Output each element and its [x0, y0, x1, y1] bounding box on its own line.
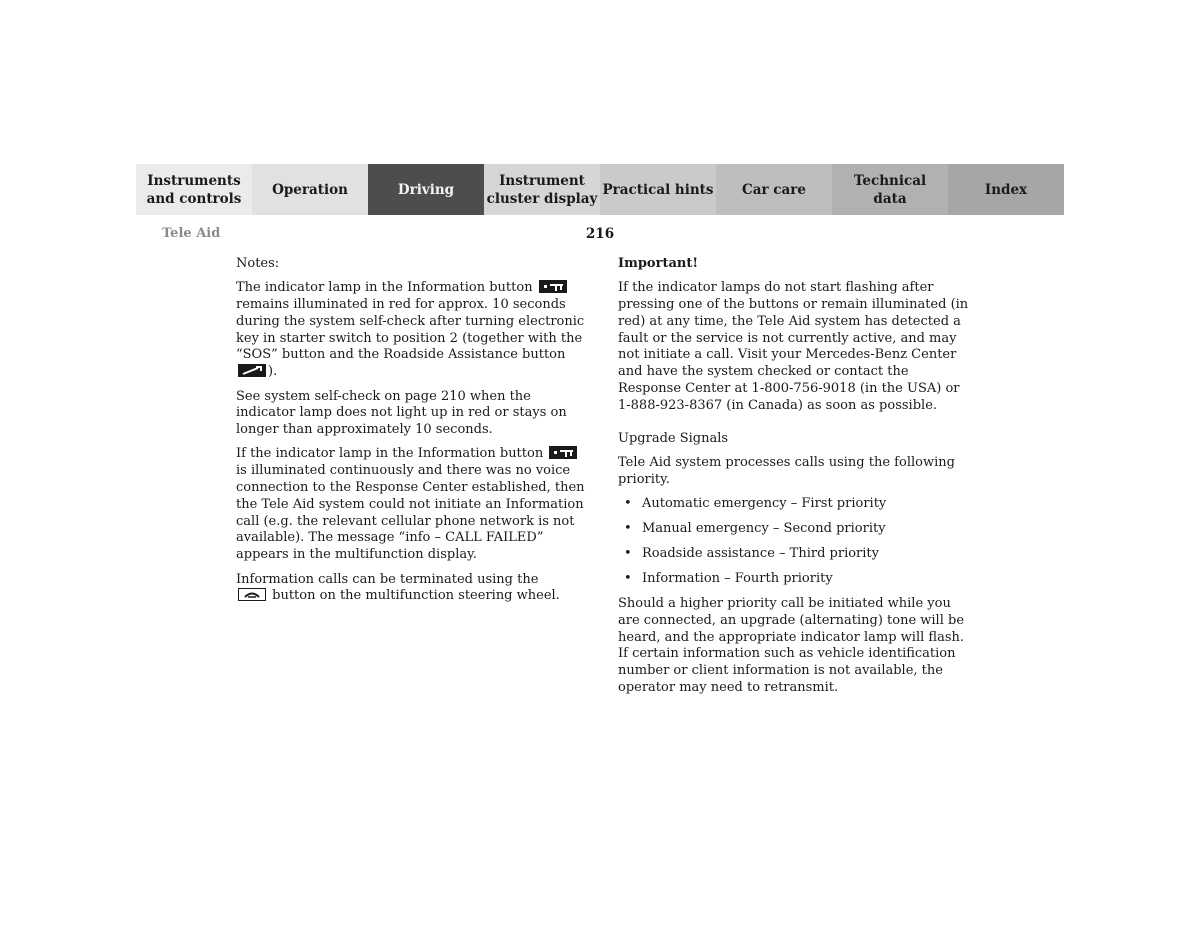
list-item: • Automatic emergency – First priority	[618, 496, 974, 513]
tab-instrument-cluster-display[interactable]: Instrument cluster display	[484, 164, 600, 215]
left-column	[236, 256, 588, 613]
end-call-phone-icon	[238, 588, 266, 601]
priority-list	[618, 496, 974, 588]
tab-practical-hints[interactable]: Practical hints	[600, 164, 716, 215]
tab-car-care[interactable]: Car care	[716, 164, 832, 215]
important-paragraph: If the indicator lamps do not start flashing after pressing one of the buttons or remain illuminated (in red) at any time, the Tele Aid system has detected a fault or the service is not currently active, and may not initiate a call. Visit your Mercedes-Benz Center and have the system checked or contact the Response Center at 1-800-756-9018 (in the USA) or 1-888-923-8367 (in Canada) as soon as possible.	[618, 280, 969, 413]
roadside-assistance-icon	[238, 364, 266, 377]
tab-operation[interactable]: Operation	[252, 164, 368, 215]
page-number: 216	[585, 226, 615, 242]
information-button-icon	[549, 446, 577, 459]
information-button-icon	[539, 280, 567, 293]
tab-driving[interactable]: Driving	[368, 164, 484, 215]
note-paragraph-3: If the indicator lamp in the Information button is illuminated continuously and there was no voice connection to the Response Center established, then the Tele Aid system could not initiate an Information call (e.g. the relevant cellular phone network is not available). The message “info – CALL FAILED” appears in the multifunction display.	[236, 446, 585, 563]
tab-instruments-and-controls[interactable]: Instruments and controls	[136, 164, 252, 215]
upgrade-paragraph: Tele Aid system processes calls using the following priority.	[618, 454, 955, 487]
section-title: Tele Aid	[162, 226, 221, 241]
tab-index[interactable]: Index	[948, 164, 1064, 215]
note-paragraph-2: See system self-check on page 210 when the indicator lamp does not light up in red or stays on longer than approximately 10 seconds.	[236, 388, 567, 438]
note-paragraph-4: Information calls can be terminated using the button on the multifunction steering wheel.	[236, 571, 560, 604]
note-paragraph-1: The indicator lamp in the Information button remains illuminated in red for approx. 10 seconds during the system self-check after turning electronic key in starter switch to position 2 (together with the “SOS” button and the Roadside Assistance button ).	[236, 280, 585, 380]
right-column	[618, 256, 974, 704]
tab-technical-data[interactable]: Technical data	[832, 164, 948, 215]
upgrade-explanation-paragraph: Should a higher priority call be initiated while you are connected, an upgrade (alternating) tone will be heard, and the appropriate indicator lamp will flash. If certain information such as vehicle identification number or client information is not available, the operator may need to retransmit.	[618, 596, 965, 695]
notes-heading: Notes:	[236, 256, 280, 271]
list-item: • Manual emergency – Second priority	[618, 521, 974, 538]
list-item: • Roadside assistance – Third priority	[618, 546, 974, 563]
upgrade-signals-heading: Upgrade Signals	[618, 430, 729, 446]
chapter-tabs	[136, 164, 1064, 215]
important-heading: Important!	[618, 256, 699, 271]
list-item: • Information – Fourth priority	[618, 571, 974, 588]
